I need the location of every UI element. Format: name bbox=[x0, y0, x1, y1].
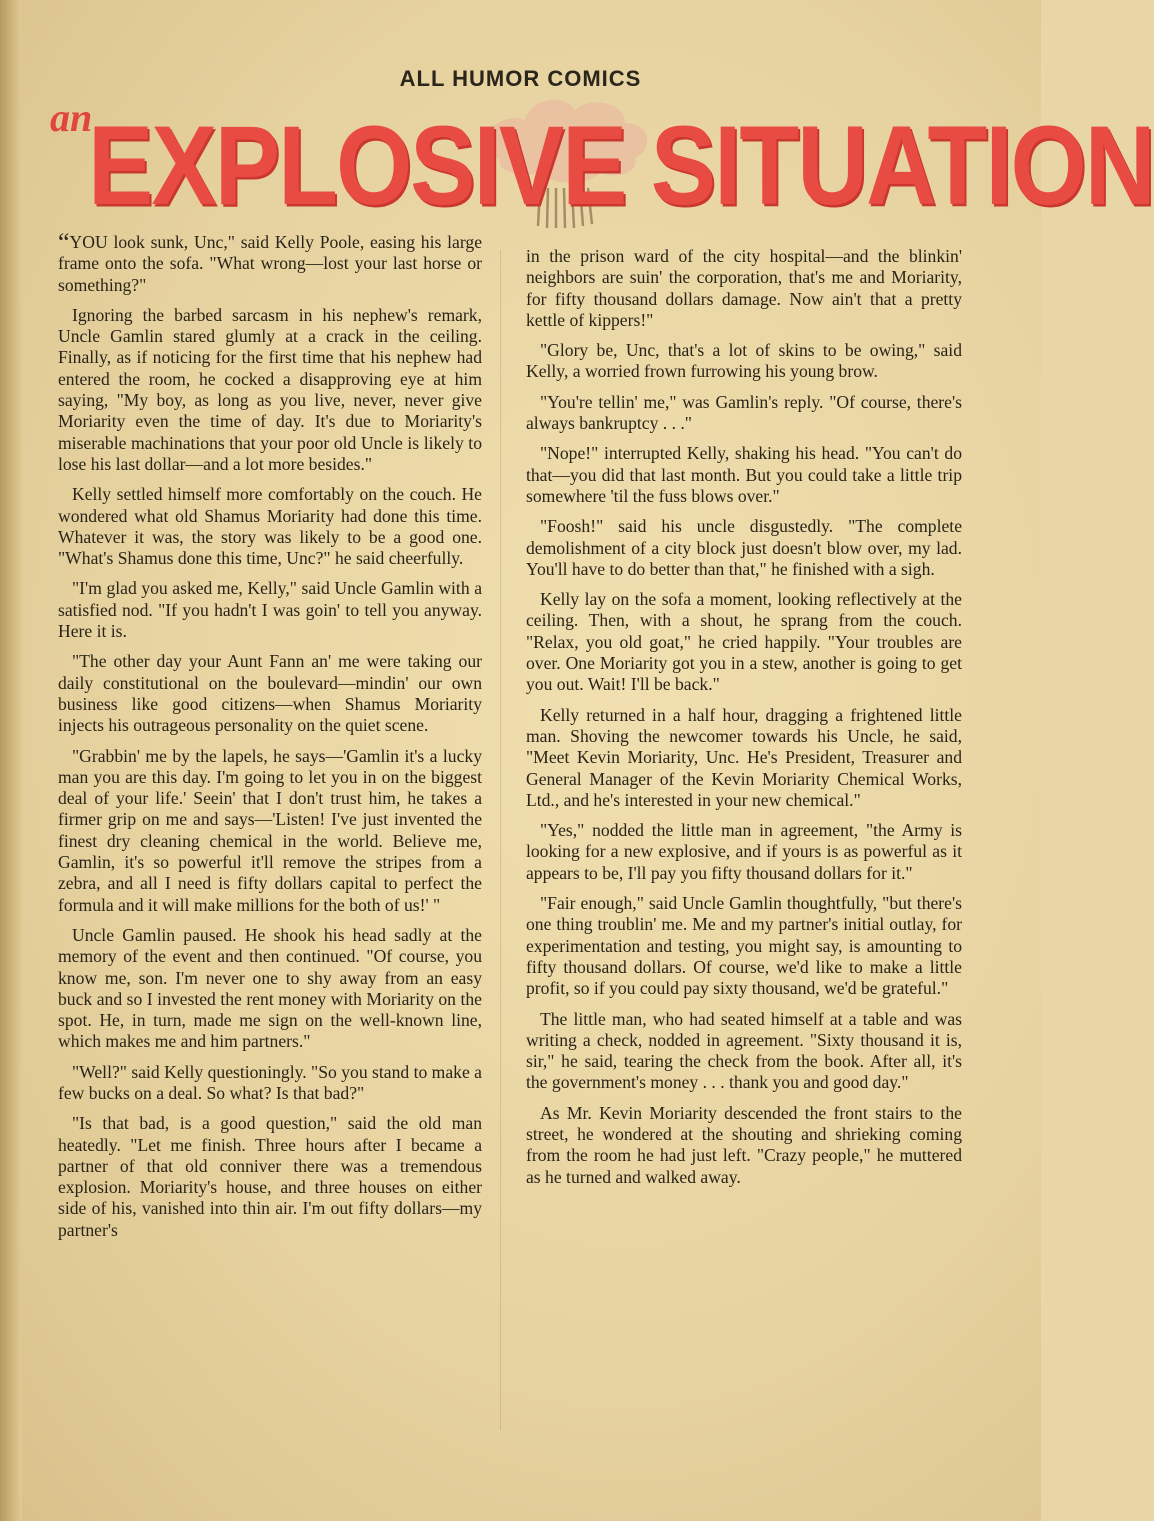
paragraph: "Well?" said Kelly questioningly. "So you stand to make a few bucks on a deal. So what? Is that bad?" bbox=[58, 1061, 482, 1103]
story-title: EXPLOSIVE SITUATION bbox=[88, 101, 1154, 229]
paragraph: "Foosh!" said his uncle disgustedly. "The complete demolishment of a city block just doesn't blow over, my lad. You'll have to do better than that," he finished with a sigh. bbox=[526, 516, 962, 579]
paragraph bbox=[58, 228, 482, 296]
paragraph: "Fair enough," said Uncle Gamlin thoughtfully, "but there's one thing troublin' me. Me and my partner's initial outlay, for experimentation and testing, you might say, is amounting to fifty thousand dollars. Of course, we'd like to make a little profit, so if you could pay sixty thousand, we'd be grateful." bbox=[526, 893, 962, 999]
paragraph: "Yes," nodded the little man in agreement, "the Army is looking for a new explosive, and if yours is as powerful as it appears to be, I'll pay you fifty thousand dollars for it." bbox=[526, 820, 962, 883]
paragraph: "I'm glad you asked me, Kelly," said Uncle Gamlin with a satisfied nod. "If you hadn't I was goin' to tell you anyway. Here it is. bbox=[58, 578, 482, 642]
paragraph: "Nope!" interrupted Kelly, shaking his head. "You can't do that—you did that last month. But you could take a little trip somewhere 'til the fuss blows over." bbox=[526, 443, 962, 506]
story-column-right bbox=[526, 246, 962, 1197]
paragraph: "The other day your Aunt Fann an' me were taking our daily constitutional on the boulevard—mindin' our own business like good citizens—when Shamus Moriarity injects his outrageous personality on the quiet scene. bbox=[58, 651, 482, 736]
paragraph: Kelly returned in a half hour, dragging a frightened little man. Shoving the newcomer towards his Uncle, he said, "Meet Kevin Moriarity, Unc. He's President, Treasurer and General Manager of the Kevin Moriarity Chemical Works, Ltd., and he's interested in your new chemical." bbox=[526, 704, 962, 810]
paragraph: Kelly settled himself more comfortably on the couch. He wondered what old Shamus Moriarity had done this time. Whatever it was, the story was likely to be a good one. "What's Shamus done this time, Unc?" he said cheerfully. bbox=[58, 484, 482, 569]
paragraph: in the prison ward of the city hospital—and the blinkin' neighbors are suin' the corporation, that's me and Moriarity, for fifty thousand dollars damage. Now ain't that a pretty kettle of kippers!" bbox=[526, 246, 962, 330]
page-binding-edge bbox=[0, 0, 22, 1521]
story-column-left bbox=[58, 228, 482, 1250]
paragraph-text: YOU look sunk, Unc," said Kelly Poole, easing his large frame onto the sofa. "What wrong—lost your last horse or something?" bbox=[58, 232, 482, 295]
paragraph: "Is that bad, is a good question," said the old man heatedly. "Let me finish. Three hours after I became a partner of that old conniver there was a tremendous explosion. Moriarity's house, and three houses on either side of his, vanished into thin air. I'm out fifty dollars—my partner's bbox=[58, 1113, 482, 1240]
paragraph: Uncle Gamlin paused. He shook his head sadly at the memory of the event and then continued. "Of course, you know me, son. I'm never one to shy away from an easy buck and so I invested the rent money with Moriarity on the spot. He, in turn, made me sign on the well-known line, which makes me and him partners." bbox=[58, 924, 482, 1052]
paragraph: "Grabbin' me by the lapels, he says—'Gamlin it's a lucky man you are this day. I'm going to let you in on the biggest deal of your life.' Seein' that I don't trust him, he takes a firmer grip on me and says—'Listen! I've just invented the finest dry cleaning chemical in the world. Believe me, Gamlin, it's so powerful it'll remove the stripes from a zebra, and all I need is fifty dollars capital to perfect the formula and it will make millions for the both of us!' " bbox=[58, 745, 482, 915]
paragraph: "You're tellin' me," was Gamlin's reply. "Of course, there's always bankruptcy . . ." bbox=[526, 391, 962, 434]
opening-quote-mark: “ bbox=[58, 228, 70, 257]
paragraph: "Glory be, Unc, that's a lot of skins to be owing," said Kelly, a worried frown furrowing his young brow. bbox=[526, 340, 962, 382]
masthead: ALL HUMOR COMICS bbox=[399, 66, 642, 91]
paragraph: Kelly lay on the sofa a moment, looking reflectively at the ceiling. Then, with a shout, he sprang from the couch. "Relax, you old goat," he cried happily. "Your troubles are over. One Moriarity got you in a stew, another is going to get you out. Wait! I'll be back." bbox=[526, 589, 962, 695]
paragraph: Ignoring the barbed sarcasm in his nephew's remark, Uncle Gamlin stared glumly at a crack in the ceiling. Finally, as if noticing for the first time that his nephew had entered the room, he cocked a disapproving eye at him saying, "My boy, as long as you live, never, never give Moriarity even the time of day. It's due to Moriarity's miserable machinations that your poor old Uncle is likely to lose his last dollar—and a lot more besides." bbox=[58, 304, 482, 474]
story-title-block bbox=[50, 90, 1154, 240]
paragraph: As Mr. Kevin Moriarity descended the front stairs to the street, he wondered at the shouting and shrieking coming from the room he had just left. "Crazy people," he muttered as he turned and walked away. bbox=[526, 1102, 962, 1187]
column-divider bbox=[500, 250, 501, 1430]
title-prefix: an bbox=[50, 95, 93, 140]
paragraph: The little man, who had seated himself at a table and was writing a check, nodded in agreement. "Sixty thousand it is, sir," he said, tearing the check from the book. After all, it's the government's money . . . thank you and good day." bbox=[526, 1008, 962, 1093]
